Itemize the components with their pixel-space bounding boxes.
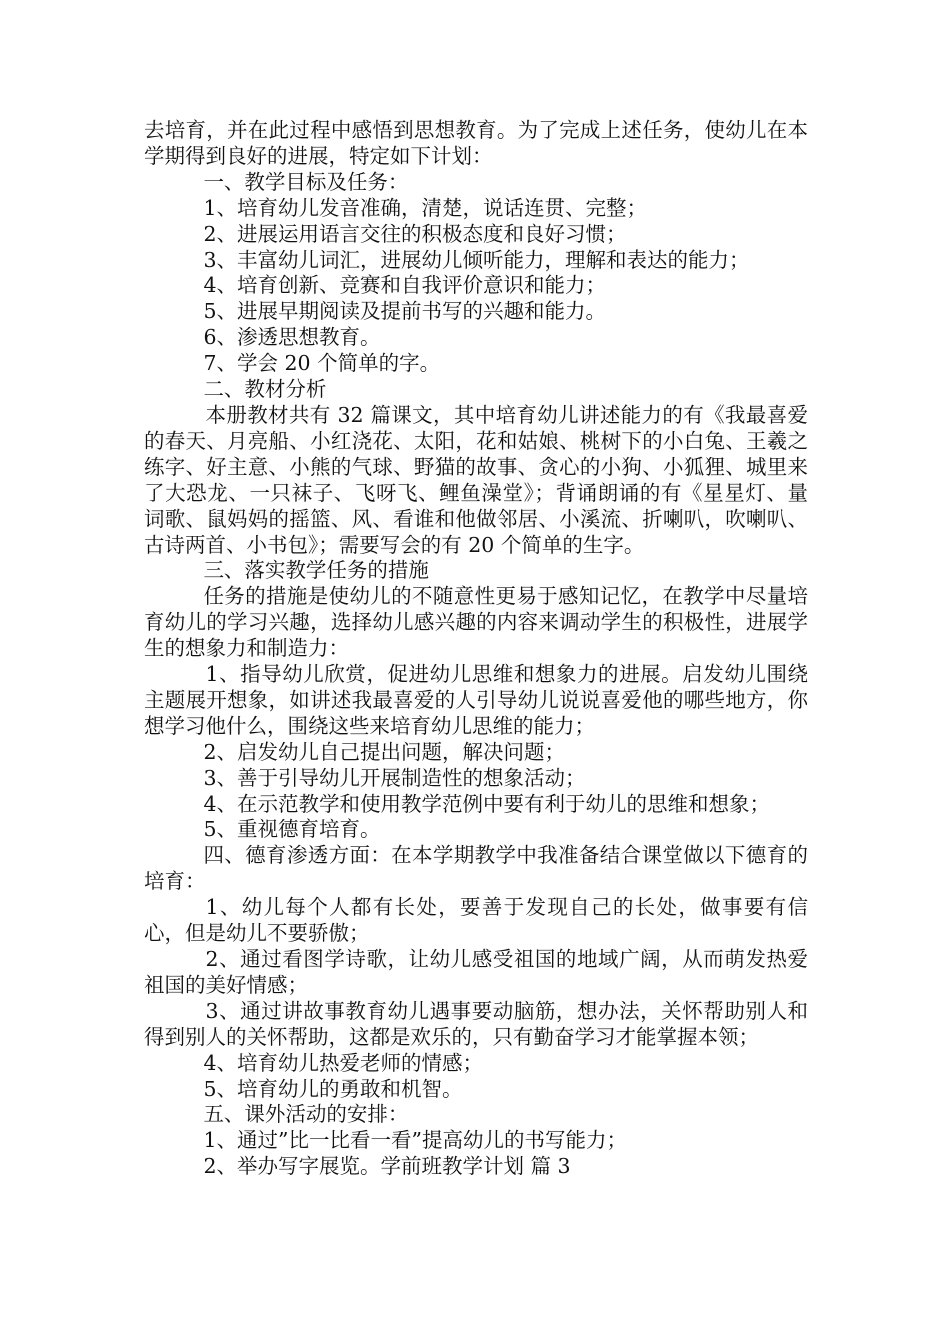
list-item-goal-5: 5、进展早期阅读及提前书写的兴趣和能力。 xyxy=(203,299,606,324)
list-item-activity-1: 1、通过”比一比看一看”提高幼儿的书写能力； xyxy=(203,1128,627,1153)
list-item-measure-4: 4、在示范教学和使用教学范例中要有利于幼儿的思维和想象； xyxy=(203,791,770,816)
paragraph-materials: 本册教材共有 32 篇课文，其中培育幼儿讲述能力的有《我最喜爱的春天、月亮船、小红浇花、太阳，花和姑娘、桃树下的小白兔、王羲之练字、好主意、小熊的气球、野猫的故事、贪心的小狗、小狐狸、城里来了大恐龙、一只袜子、飞呀飞、鲤鱼澡堂》；背诵朗诵的有《星星灯、量词歌、鼠妈妈的摇篮、风、看谁和他做邻居、小溪流、折喇叭，吹喇叭、古诗两首、小书包》；需要写会的有 20 个简单的生字。 xyxy=(144,402,808,557)
list-item-moral-4: 4、培育幼儿热爱老师的情感； xyxy=(203,1050,483,1075)
heading-goals: 一、教学目标及任务： xyxy=(203,169,409,194)
list-item-goal-4: 4、培育创新、竞赛和自我评价意识和能力； xyxy=(203,273,606,298)
list-item-goal-7: 7、学会 20 个简单的字。 xyxy=(203,351,441,376)
list-item-moral-2: 2、通过看图学诗歌，让幼儿感受祖国的地域广阔，从而萌发热爱祖国的美好情感； xyxy=(144,947,808,997)
paragraph-moral-education: 四、德育渗透方面：在本学期教学中我准备结合课堂做以下德育的培育： xyxy=(144,843,808,894)
heading-extracurricular: 五、课外活动的安排： xyxy=(203,1102,409,1127)
list-item-measure-5: 5、重视德育培育。 xyxy=(203,817,381,842)
list-item-goal-2: 2、进展运用语言交往的积极态度和良好习惯； xyxy=(203,221,627,246)
list-item-measure-3: 3、善于引导幼儿开展制造性的想象活动； xyxy=(203,765,586,790)
paragraph-intro-continuation: 去培育，并在此过程中感悟到思想教育。为了完成上述任务，使幼儿在本学期得到良好的进展，特定如下计划： xyxy=(144,118,808,168)
paragraph-measures: 任务的措施是使幼儿的不随意性更易于感知记忆，在教学中尽量培育幼儿的学习兴趣，选择幼儿感兴趣的内容来调动学生的积极性，进展学生的想象力和制造力： xyxy=(144,584,808,661)
document-body xyxy=(144,118,808,1180)
list-item-activity-2: 2、举办写字展览。学前班教学计划 篇 3 xyxy=(203,1154,571,1179)
heading-materials: 二、教材分析 xyxy=(203,377,327,402)
list-item-measure-2: 2、启发幼儿自己提出问题，解决问题； xyxy=(203,739,565,764)
list-item-moral-3: 3、通过讲故事教育幼儿遇事要动脑筋，想办法，关怀帮助别人和得到别人的关怀帮助，这都是欢乐的，只有勤奋学习才能掌握本领； xyxy=(144,998,808,1049)
list-item-measure-1: 1、指导幼儿欣赏，促进幼儿思维和想象力的进展。启发幼儿围绕主题展开想象，如讲述我最喜爱的人引导幼儿说说喜爱他的哪些地方，你想学习他什么，围绕这些来培育幼儿思维的能力； xyxy=(144,662,808,738)
list-item-goal-3: 3、丰富幼儿词汇，进展幼儿倾听能力，理解和表达的能力； xyxy=(203,247,750,272)
list-item-goal-6: 6、渗透思想教育。 xyxy=(203,325,381,350)
list-item-goal-1: 1、培育幼儿发音准确，清楚，说话连贯、完整； xyxy=(203,195,647,220)
heading-measures: 三、落实教学任务的措施 xyxy=(203,558,429,583)
list-item-moral-5: 5、培育幼儿的勇敢和机智。 xyxy=(203,1076,463,1101)
list-item-moral-1: 1、幼儿每个人都有长处，要善于发现自己的长处，做事要有信心，但是幼儿不要骄傲； xyxy=(144,895,808,946)
